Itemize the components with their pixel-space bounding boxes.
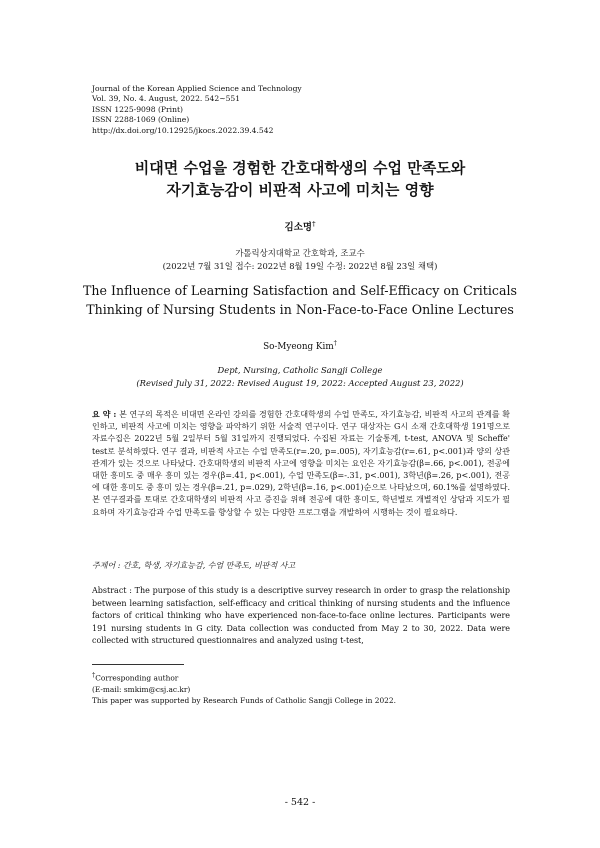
english-author-name: So-Myeong Kim <box>263 341 334 352</box>
english-abstract-text: The purpose of this study is a descriptive survey research in order to grasp the relationship between learning satisfaction, self-efficacy and critical thinking of nursing students and the influence factors of critical thinking who have experienced non-face-to-face online lectures. Participants were 191 nursing students in G city. Data collection was conducted from May 2 to 30, 2022. Data were collected with structured questionnaires and analyzed using t-test, <box>92 586 510 646</box>
journal-doi: http://dx.doi.org/10.12925/jkocs.2022.39.4.542 <box>92 125 274 135</box>
english-title-line2: Thinking of Nursing Students in Non-Face-to-Face Online Lectures <box>86 302 514 317</box>
english-title-line1: The Influence of Learning Satisfaction and Self-Efficacy on Criticals <box>83 283 517 298</box>
korean-affiliation: 가톨릭상지대학교 간호학과, 조교수 <box>235 248 365 258</box>
english-dates: (Revised July 31, 2022: Revised August 19, 2022: Accepted August 23, 2022) <box>136 378 464 388</box>
english-affiliation-block <box>0 364 600 390</box>
english-author <box>0 339 600 352</box>
korean-title-line1: 비대면 수업을 경험한 간호대학생의 수업 만족도와 <box>134 159 466 177</box>
korean-keywords: 주제어 : 간호, 학생, 자기효능감, 수업 만족도, 비판적 사고 <box>92 561 296 570</box>
korean-author-name: 김소명 <box>284 222 313 233</box>
footnotes <box>92 670 396 706</box>
korean-affiliation-block <box>0 247 600 273</box>
footnote-corresponding-text: Corresponding author <box>95 673 179 683</box>
footnote-corresponding <box>92 670 396 684</box>
journal-volume: Vol. 39, No. 4. August, 2022. 542~551 <box>92 94 241 104</box>
footnote-divider <box>92 664 184 665</box>
korean-abstract-text: 본 연구의 목적은 비대면 온라인 강의를 경험한 간호대학생의 수업 만족도, 자기효능감, 비판적 사고의 관계를 확인하고, 비판적 사고에 미치는 영향을 파악하기 위한 서술적 연구이다. 연구 대상자는 G시 소재 간호대학생 191명으로 자료수집은 2022년 5월 2일부터 5월 31일까지 진행되었다. 수집된 자료는 기술통계, t-test, ANOVA 및 Scheffe' test로 분석하였다. 연구 결과, 비판적 사고는 수업 만족도(r=.20, p=.005), 자기효능감(r=.61, p<.001)과 양의 상관관계가 있는 것으로 나타났다. 간호대학생의 비판적 사고에 영향을 미치는 요인은 자기효능감(β=.66, p<.001), 전공에 대한 흥미도 중 매우 흥미 있는 경우(β=.41, p<.001), 수업 만족도(β=-.31, p<.001), 3학년(β=.26, p<.001), 전공에 대한 흥미도 중 흥미 있는 경우(β=.21, p=.029), 2학년(β=.16, p<.001)순으로 나타났으며, 60.1%를 설명하였다. 본 연구결과를 토대로 간호대학생의 비판적 사고 증진을 위해 전공에 대한 흥미도, 학년별로 개별적인 상담과 지도가 필요하며 자기효능감과 수업 만족도를 향상할 수 있는 다양한 프로그램을 개발하여 시행하는 것이 필요하다. <box>92 410 511 517</box>
english-abstract-label: Abstract : <box>92 586 132 595</box>
korean-title-line2: 자기효능감이 비판적 사고에 미치는 영향 <box>166 181 434 199</box>
english-abstract <box>92 585 510 648</box>
footnote-funding: This paper was supported by Research Funds of Catholic Sangji College in 2022. <box>92 696 396 706</box>
korean-abstract <box>92 408 510 519</box>
english-affiliation: Dept, Nursing, Catholic Sangji College <box>217 365 383 375</box>
journal-name: Journal of the Korean Applied Science and Technology <box>92 84 302 93</box>
author-dagger-mark: † <box>312 219 316 228</box>
journal-issn-print: ISSN 1225-9098 (Print) <box>92 104 183 114</box>
footnote-dagger-mark: † <box>92 671 96 679</box>
page-number: - 542 - <box>284 797 316 808</box>
korean-author <box>0 219 600 233</box>
journal-info <box>92 84 302 136</box>
english-title <box>0 281 600 319</box>
korean-abstract-label: 요 약 : <box>92 409 117 419</box>
author-dagger-mark-en: † <box>333 339 337 347</box>
footnote-email: (E-mail: smkim@csj.ac.kr) <box>92 684 191 694</box>
korean-dates: (2022년 7월 31일 접수: 2022년 8월 19일 수정: 2022년 8월 23일 채택) <box>162 261 438 271</box>
korean-title <box>0 157 600 201</box>
journal-issn-online: ISSN 2288-1069 (Online) <box>92 115 190 125</box>
